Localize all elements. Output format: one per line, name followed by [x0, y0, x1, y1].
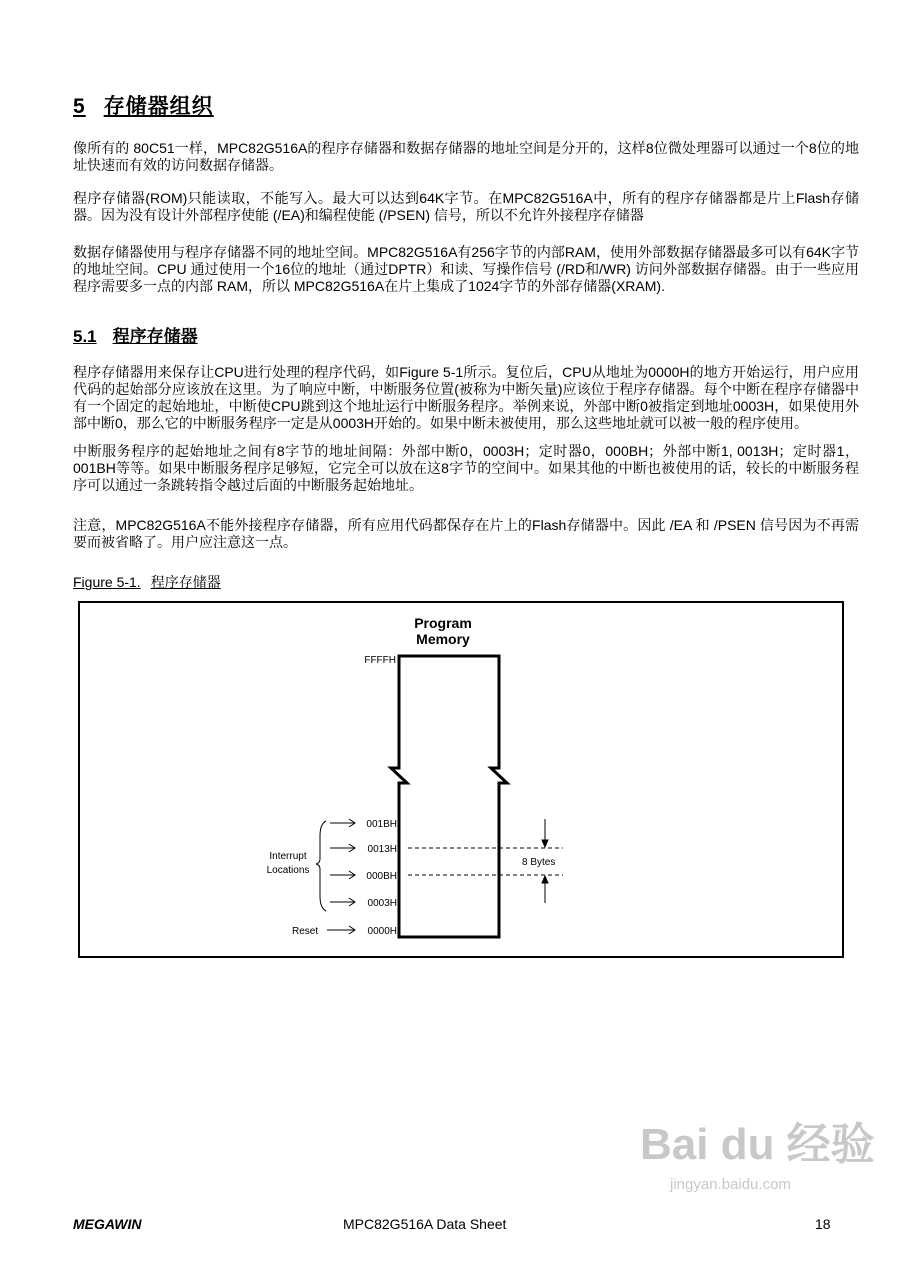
address-label: 0003H [367, 898, 397, 909]
paragraph: 程序存储器用来保存让CPU进行处理的程序代码，如Figure 5-1所示。复位后，CPU从地址为0000H的地方开始运行，用户应用代码的起始部分应该放在这里。为了响应中断，中断服务位置(被称为中断矢量)应该位于程序存储器。每个中断在程序存储器中有一个固定的起始地址，中断使CPU跳到这个地址运行中断服务程序。举例来说，外部中断0被指定到地址0003H，如果使用外部中断0，那么它的中断服务程序一定是从0003H开始的。如果中断未被使用，那么这些地址就可以被一般的程序使用。 [73, 364, 859, 431]
program-memory-diagram [78, 601, 844, 958]
memory-block [391, 656, 507, 937]
paragraph: 数据存储器使用与程序存储器不同的地址空间。MPC82G516A有256字节的内部RAM，使用外部数据存储器最多可以有64K字节的地址空间。CPU 通过使用一个16位的地址（通过DPTR）和读、写操作信号 (/RD和/WR) 访问外部数据存储器。由于一些应用程序需要多一点的内部 RAM，所以 MPC82G516A在片上集成了1024字节的外部存储器(XRAM). [73, 244, 859, 294]
paragraph: 像所有的 80C51一样，MPC82G516A的程序存储器和数据存储器的地址空间是分开的，这样8位微处理器可以通过一个8位的地址快速而有效的访问数据存储器。 [73, 140, 859, 173]
figure-caption: Figure 5-1. 程序存储器 [73, 574, 221, 590]
page-number: 18 [815, 1216, 831, 1232]
paragraph: 注意，MPC82G516A不能外接程序存储器，所有应用代码都保存在片上的Flash存储器中。因此 /EA 和 /PSEN 信号因为不再需要而被省略了。用户应注意这一点。 [73, 517, 859, 550]
paragraph: 程序存储器(ROM)只能读取，不能写入。最大可以达到64K字节。在MPC82G516A中，所有的程序存储器都是片上Flash存储器。因为没有设计外部程序使能 (/EA)和编程使能 (/PSEN) 信号，所以不允许外接程序存储器 [73, 190, 859, 223]
figure-frame [78, 601, 844, 958]
section-heading: 5 存储器组织 [73, 95, 214, 118]
paragraph: 中断服务程序的起始地址之间有8字节的地址间隔：外部中断0，0003H；定时器0，000BH；外部中断1, 0013H；定时器1，001BH等等。如果中断服务程序足够短，它完全可以放在这8字节的空间中。如果其他的中断也被使用的话，较长的中断服务程序可以通过一条跳转指令越过后面的中断服务起始地址。 [73, 443, 859, 493]
reset-label: Reset [292, 926, 319, 937]
arrow-icon [316, 819, 355, 934]
address-ffffh: FFFFH [364, 655, 396, 666]
locations-label: Locations [266, 865, 310, 876]
footer-brand: MEGAWIN [73, 1216, 142, 1232]
address-label: 001BH [366, 819, 397, 830]
address-label: 0000H [367, 926, 397, 937]
address-label: 000BH [366, 871, 397, 882]
baidu-watermark-logo: Bai du 经验 [640, 1120, 875, 1169]
address-label: 0013H [367, 844, 397, 855]
diagram-title-1: Program [414, 615, 472, 631]
page-content [73, 94, 859, 958]
diagram-title-2: Memory [416, 631, 470, 647]
footer-doc-title: MPC82G516A Data Sheet [343, 1216, 507, 1232]
subsection-heading: 5.1 程序存储器 [73, 327, 198, 346]
gap-label: 8 Bytes [522, 857, 556, 868]
watermark-url: jingyan.baidu.com [670, 1176, 791, 1193]
interrupt-label: Interrupt [269, 851, 307, 862]
